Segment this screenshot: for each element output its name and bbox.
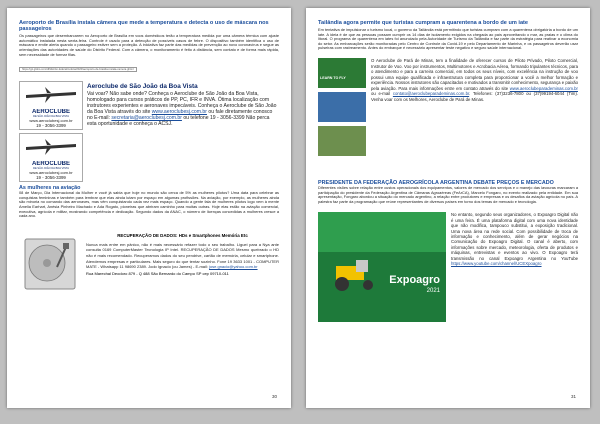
article-body: Diferentes visões sobre relação entre custos operacionais dos equipamentos, valores de mercado dos serviços e o manejo das lavouras marcaram a participação do presidente da Federação Argentina de Câmaras Agroaéreas (FeArCA), Marcelo Fongaro, no evento realizado pela entidade. Em sua apresentação, Fongaro abordou a situação do mercado argentino, a relação entre produtores e empresas e os desafios da aviação agrícola no país. A palestra faz parte da programação que reúne representantes de diversos países em torno dos temas de mercado e tecnologia. (318, 185, 578, 204)
page-right-content (318, 20, 578, 322)
aeroclube-logo-box-2 (19, 133, 83, 182)
page-number: 31 (570, 394, 576, 399)
learn-to-fly-thumb (318, 126, 366, 156)
aeroclube-logo-subtext-2: DE SÃO JOÃO DA BOA VISTA (33, 167, 69, 171)
aeroclube-phone: 19 - 3056-3399 (36, 123, 66, 129)
recovery-email-link[interactable]: jose.gnacio@yahoo.com.br (209, 264, 258, 270)
aeroclube-logo-text: AEROCLUBE (31, 109, 70, 116)
learn-to-fly-body-text: O Aeroclube de Pará de Minas, tem a finalidade de oferecer cursos de Piloto Privado, Piloto Comercial, Instrutor de Voo. Voo por instrumentos, Multimotores e Acrobacia Aérea, formando tripulantes técnicos, para o atendimento e para a carreira comercial, em todos os seus níveis, com excelência na instrução de voo possui uma equipe qualificada e infraestrutura completa para proporcionar a você a melhor formação e experiência. Nossos instrutores são capacitados e motivados a transmitir conhecimento, segurança e paixão pela aviação. Para mais informações entre em contato através do site (371, 58, 578, 91)
aeroclube-email-link[interactable]: secretaria@aeroclubesj.com.br (111, 114, 182, 121)
expoagro-link[interactable]: https://www.youtube.com/channel/UCEXpoagro (451, 261, 542, 267)
aeroclube-body-text-2: ou fale diretamente conosco no E-mail: (87, 108, 273, 121)
expoagro-body (451, 212, 578, 322)
aeroclube-logo-subtext: DE SÃO JOÃO DA BOA VISTA (33, 115, 69, 119)
aeroclube-body-text-3: ou telefone 19 - 3056-3399 Não perca esta oportunidade e conheça o ACSJ. (87, 114, 270, 127)
expoagro-subtitle: 2021 (426, 288, 440, 295)
aeroclube-ad (19, 81, 279, 182)
hard-drive-icon (19, 233, 81, 295)
aeroclube-logo-text-2: AEROCLUBE (31, 161, 70, 168)
tractor-icon (326, 258, 386, 292)
recovery-title: RECUPERAÇÃO DE DADOS: HDs e Smartphones Memória Etc (117, 232, 248, 238)
article-body: 08 de Março, Dia Internacional da Mulher e você já sabia que hoje no mundo são cerca de 5% as mulheres pilotos? Uma data para celebrar as conquistas femininas e também para lembrar que elas ainda lutam por espaço em algumas profissões. Na aviação, por exemplo, as mulheres ainda são minoria no comando das aeronaves, mas vêm conquistando cada vez mais espaço. Quando a gente fala de mulheres pilotos logo vem à mente Amelia Earhart, Anésia Pinheiro Machado e Ada Rogato, pioneiras que abriram caminho para muitas outras. Hoje elas estão na aviação comercial, executiva, agrícola e militar, mostrando competência e dedicação. Segundo dados da ANAC, o número de licenças concedidas a mulheres cresce a cada ano. (19, 190, 279, 219)
learn-to-fly-email-link[interactable]: contato@aeroclubeparademinas.com.br (392, 91, 470, 97)
page-number: 30 (271, 394, 277, 399)
learn-to-fly-body (371, 58, 578, 102)
expoagro-body-text: No entanto, segundo seus organizadores, o Expoagro Digital não é uma feira. É uma plataforma digital com uma nova identidade que não modifica, tampouco substitui, a exposição tradicional. Uma nova área na rede social. Com possibilidade de troca de informação e conhecimento, além de gerar negócios na Comunicação do Expoagro Digital. O canal é aberto, com informações sobre mercado, meteorologia, oferta de produtos e máquinas, entrevistas e eventos ao vivo. O Expoagro terá transmissão no canal Expoagro Argentina no YouTube (451, 212, 578, 261)
learn-to-fly-thumb (318, 58, 366, 88)
learn-to-fly-thumb (318, 92, 366, 122)
expoagro-section (318, 212, 578, 322)
aeroclube-logo-icon-2 (20, 135, 82, 161)
aeroclube-site[interactable]: www.aeroclubesj.com.br (29, 118, 73, 124)
article-body: Em tentativa de impulsionar o turismo local, o governo da Tailândia está permitindo que turistas cumpram com a quarentena obrigatória a bordo de um iate. A ideia é de que as pessoas possam cumprir os 14 dias de isolamento exigidos na chegada ao país aproveitando o mar, as praias e o clima do litoral. O programa de quarentena em iates foi anunciado pela Autoridade de Turismo da Tailândia e faz parte da estratégia para reativar a economia do setor. As embarcações serão monitoradas pelo Centro de Controle da Covid-19 e pelo Departamento de Marinha, e os passageiros deverão usar pulseiras com rastreamento. Antes do embarque é necessário apresentar teste negativo e seguro saúde internacional. (318, 27, 578, 51)
expoagro-title: Expoagro (389, 274, 440, 287)
article-title: Tailândia agora permite que turistas cumpram a quarentena a bordo de um iate (318, 20, 529, 26)
recovery-ad (19, 233, 279, 295)
recovery-address: Rua Marechal Deodoro 879 - Q 488 São Bernardo do Campo SP cep 09710-011 (86, 270, 229, 276)
aeroclube-title: Aeroclube de São João da Boa Vista (87, 83, 198, 91)
learn-to-fly-body-text-2: ou e-mail (371, 91, 393, 97)
expoagro-banner (318, 212, 446, 322)
aeroclube-body-text: Vai voar? Não sabe onde? Conheça o Aeroclube de São João da Boa Vista, homologado para cursos práticos de PP, PC, IFR e INVA. Ótima localização com instrutores experientes e aeronaves impecáveis. Conheça o Aeroclube de São João da Boa Vista através do site (87, 91, 277, 115)
aeroclube-logo-icon (20, 83, 82, 109)
article-title: PRESIDENTE DA FEDERAÇÃO AEROGRÍCOLA ARGENTINA DEBATE PREÇOS E MERCADO (318, 180, 554, 187)
aeroclube-site-link[interactable]: www.aeroclubesj.com.br (151, 108, 207, 115)
learn-to-fly-site-link[interactable]: www.aeroclubeparademinas.com.br (509, 85, 578, 91)
page-left (7, 8, 291, 408)
aeroclube-phone-2: 19 - 3056-3399 (36, 175, 66, 181)
learn-to-fly-body-text-3: . Telefones: (37)3236-7800 ou (37)99194-6044 (Tim). Venha voar com os Melhores, Aeroclube de Pará de Minas. (371, 91, 578, 102)
aeroclube-body (87, 92, 279, 127)
aeroclube-site-2[interactable]: www.aeroclubesj.com.br (29, 170, 73, 176)
learn-to-fly-images (318, 58, 366, 176)
recovery-body (86, 242, 279, 270)
recovery-body-text: Nunca mais entre em pânico, não é mais necessário refazer todo o seu trabalho. Liguei para a Nya ante consulta 0169 ComputerMaster Tecnologia IP Intel. RECUPERAÇÃO DE DADOS Mesmo quebrado o HD não é mais recomendado. Recuperamos dados do seu pendrive, cartão de memória, celular e smartphone. Atendemos empresas e particulares. Mais seguro do que tentar sozinho. Fone 19 3633 1001 - COMPUTER MATE - Whatsapp 11 98690 2389. Jodo Ignacio (ou James) - E-mail: (86, 241, 279, 270)
source-link[interactable]: https://g1.globo.com/df/distrito-federal/noticia/2020/aeroporto-de-brasilia-instala-camera.ghtml (19, 67, 137, 72)
aeroclube-logo-box (19, 81, 83, 130)
page-right (306, 8, 590, 408)
learn-to-fly-ad (318, 58, 578, 176)
learn-to-fly-badge: LEARN TO FLY (320, 76, 346, 81)
article-title: As mulheres na aviação (19, 185, 81, 192)
page-left-content (19, 20, 279, 295)
article-body: Os passageiros que desembarcarem no Aeroporto de Brasília em voos domésticos terão a temperatura medida por uma câmera térmica com ajuste automático instalada nesta sexta-feira. Controle é usado para a detecção de possíveis casos de febre. O dispositivo também identifica o uso de máscara e emite alerta quando o passageiro estiver sem a proteção. A iniciativa faz parte das medidas de prevenção ao novo coronavírus e segue as orientações das autoridades de saúde do Distrito Federal. Com a câmera, o monitoramento é feito à distância, sem contato e de forma mais rápida, sem necessidade de formar filas. (19, 33, 279, 57)
article-title: Aeroporto de Brasília instala câmera que mede a temperatura e detecta o uso de máscara nos passageiros (19, 20, 269, 33)
